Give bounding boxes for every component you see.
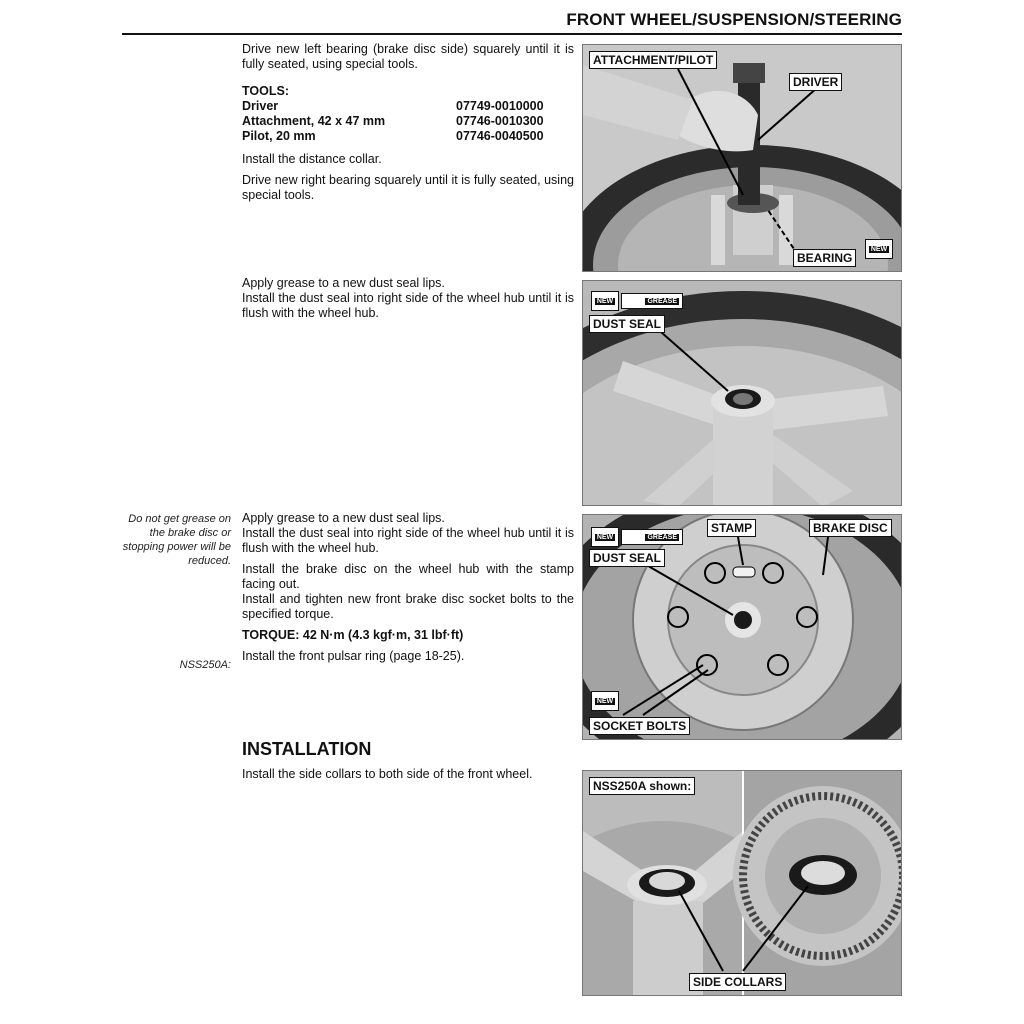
section2-para2: Install the dust seal into right side of the wheel hub until it is flush with the wheel hub. [242, 291, 574, 320]
header-rule [122, 33, 902, 35]
section2-text [242, 276, 574, 321]
section2-para1: Apply grease to a new dust seal lips. [242, 276, 445, 290]
tool-code: 07746-0010300 [456, 114, 544, 128]
section3-para3: Install the brake disc on the wheel hub with the stamp facing out. [242, 562, 574, 591]
tools-title: TOOLS: [242, 84, 289, 98]
photo-brake-disc [582, 514, 902, 740]
section3-para4: Install and tighten new front brake disc socket bolts to the specified torque. [242, 592, 574, 621]
callout-bearing: BEARING [793, 249, 856, 267]
callout-brake-disc: BRAKE DISC [809, 519, 892, 537]
model-note: NSS250A: [179, 659, 231, 671]
callout-socket-bolts: SOCKET BOLTS [589, 717, 690, 735]
photo-bearing-illustration [583, 45, 902, 272]
section1-text [242, 42, 574, 209]
callout-dust-seal: DUST SEAL [589, 549, 665, 567]
photo-side-collars-illustration [583, 771, 902, 996]
installation-text: Install the side collars to both side of the front wheel. [242, 767, 533, 781]
callout-attachment-pilot: ATTACHMENT/PILOT [589, 51, 717, 69]
callout-driver: DRIVER [789, 73, 842, 91]
new-part-icon: NEW [591, 291, 619, 311]
section1-para3: Drive new right bearing squarely until it is fully seated, using special tools. [242, 173, 574, 202]
callout-side-collars: SIDE COLLARS [689, 973, 786, 991]
grease-warning-note: Do not get grease on the brake disc or stopping power will be reduced. [122, 513, 231, 567]
photo-dust-seal-right [582, 280, 902, 506]
new-part-icon: NEW [865, 239, 893, 259]
tool-row [242, 99, 574, 114]
tool-name: Driver [242, 99, 279, 113]
section1-para1: Drive new left bearing (brake disc side) squarely until it is fully seated, using special tools. [242, 42, 574, 71]
section3-para1: Apply grease to a new dust seal lips. [242, 511, 445, 525]
installation-heading: INSTALLATION [242, 739, 372, 759]
grease-icon: GREASE [621, 293, 683, 309]
tool-name: Attachment, 42 x 47 mm [242, 114, 386, 128]
section3-para5: Install the front pulsar ring (page 18-25). [242, 649, 465, 663]
tool-row [242, 129, 574, 144]
torque-spec: TORQUE: 42 N·m (4.3 kgf·m, 31 lbf·ft) [242, 628, 464, 642]
grease-icon: GREASE [621, 529, 683, 545]
tool-code: 07749-0010000 [456, 99, 544, 113]
section3-para2: Install the dust seal into right side of the wheel hub until it is flush with the wheel hub. [242, 526, 574, 555]
section3-text [242, 511, 574, 670]
callout-stamp: STAMP [707, 519, 756, 537]
section1-para2: Install the distance collar. [242, 152, 382, 166]
photo-side-collars [582, 770, 902, 996]
tool-name: Pilot, 20 mm [242, 129, 316, 143]
new-part-icon: NEW [591, 527, 619, 547]
tool-code: 07746-0040500 [456, 129, 544, 143]
new-part-icon: NEW [591, 691, 619, 711]
tool-row [242, 114, 574, 129]
callout-model-shown: NSS250A shown: [589, 777, 695, 795]
callout-dust-seal: DUST SEAL [589, 315, 665, 333]
photo-bearing-install [582, 44, 902, 272]
page-title: FRONT WHEEL/SUSPENSION/STEERING [566, 10, 902, 29]
